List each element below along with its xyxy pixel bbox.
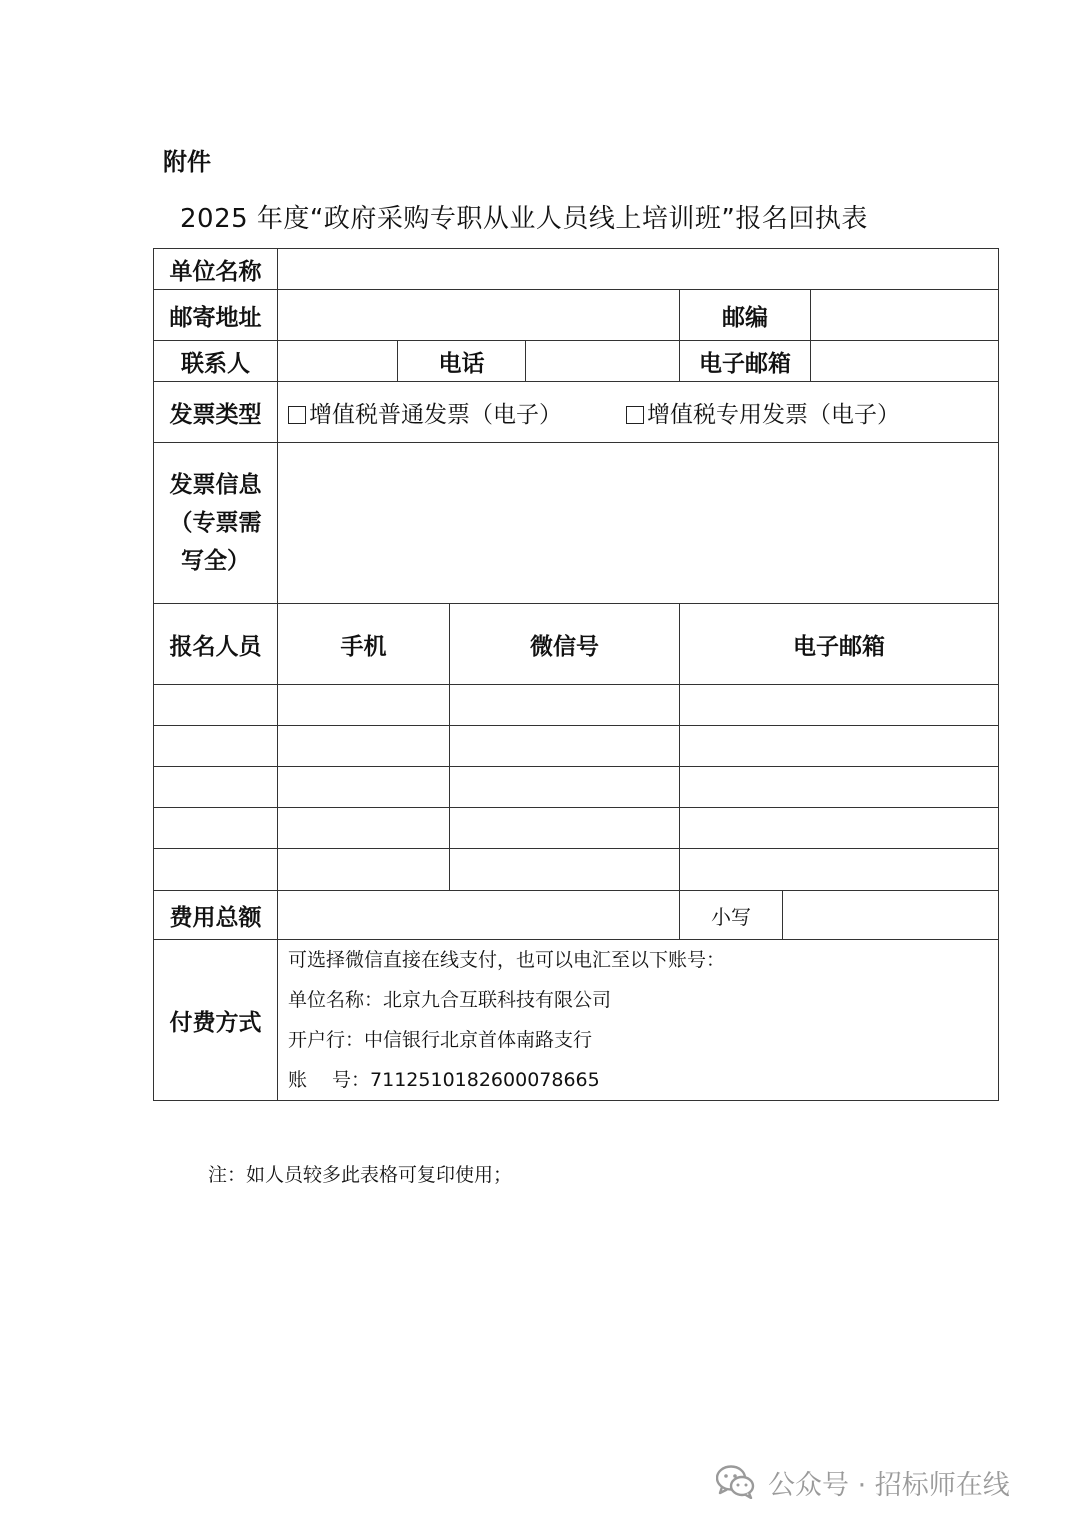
lowercase-label: 小写 xyxy=(680,891,783,940)
attendee-wechat-cell[interactable] xyxy=(450,849,680,891)
attendee-wechat-cell[interactable] xyxy=(450,808,680,849)
payment-line: 账 号：7112510182600078665 xyxy=(288,1069,600,1091)
attendee-wechat-cell[interactable] xyxy=(450,726,680,767)
email-label: 电子邮箱 xyxy=(680,341,811,382)
invoice-option-normal-label: 增值税普通发票（电子） xyxy=(309,401,562,428)
wechat-icon xyxy=(716,1465,756,1499)
attachment-label: 附件 xyxy=(163,148,211,176)
unit-name-label: 单位名称 xyxy=(154,249,278,290)
attendee-mobile-cell[interactable] xyxy=(278,685,450,726)
page-title: 2025 年度“政府采购专职从业人员线上培训班”报名回执表 xyxy=(180,204,868,234)
invoice-info-label xyxy=(154,443,278,604)
invoice-info-field[interactable] xyxy=(278,443,999,604)
attendee-mobile-cell[interactable] xyxy=(278,808,450,849)
invoice-info-line: （专票需 xyxy=(169,510,262,536)
invoice-option-special-label: 增值税专用发票（电子） xyxy=(647,401,900,428)
attendee-mobile-cell[interactable] xyxy=(278,726,450,767)
invoice-info-line: 发票信息 xyxy=(169,472,262,498)
lowercase-field[interactable] xyxy=(783,891,999,940)
table-row xyxy=(154,726,999,767)
invoice-type-options xyxy=(278,382,999,443)
attendee-mobile-cell[interactable] xyxy=(278,767,450,808)
payment-details xyxy=(278,940,999,1101)
row-unit-name xyxy=(154,249,999,290)
watermark xyxy=(716,1460,1010,1504)
attendee-name-cell[interactable] xyxy=(154,685,278,726)
footnote: 注：如人员较多此表格可复印使用； xyxy=(208,1164,513,1186)
invoice-type-label: 发票类型 xyxy=(154,382,278,443)
row-invoice-info xyxy=(154,443,999,604)
row-total xyxy=(154,891,999,940)
attendee-name-cell[interactable] xyxy=(154,767,278,808)
row-invoice-type xyxy=(154,382,999,443)
payment-line: 单位名称：北京九合互联科技有限公司 xyxy=(288,989,612,1011)
attendee-name-cell[interactable] xyxy=(154,726,278,767)
table-row xyxy=(154,808,999,849)
attendee-name-cell[interactable] xyxy=(154,808,278,849)
postcode-field[interactable] xyxy=(811,290,999,341)
contact-field[interactable] xyxy=(278,341,398,382)
attendee-name-cell[interactable] xyxy=(154,849,278,891)
phone-field[interactable] xyxy=(526,341,680,382)
payment-line: 可选择微信直接在线支付，也可以电汇至以下账号： xyxy=(288,949,726,971)
phone-label: 电话 xyxy=(398,341,526,382)
invoice-info-line: 写全） xyxy=(181,548,250,574)
checkbox-icon[interactable] xyxy=(288,406,306,424)
registration-form xyxy=(153,248,999,1101)
col-mobile-header: 手机 xyxy=(278,604,450,685)
payment-line: 开户行：中信银行北京首体南路支行 xyxy=(288,1029,593,1051)
invoice-option-normal[interactable] xyxy=(288,396,562,429)
email-field[interactable] xyxy=(811,341,999,382)
attendees-label: 报名人员 xyxy=(154,604,278,685)
address-field[interactable] xyxy=(278,290,680,341)
attendee-wechat-cell[interactable] xyxy=(450,685,680,726)
postcode-label: 邮编 xyxy=(680,290,811,341)
row-attendees-header xyxy=(154,604,999,685)
attendee-email-cell[interactable] xyxy=(680,849,999,891)
table-row xyxy=(154,767,999,808)
address-label: 邮寄地址 xyxy=(154,290,278,341)
attendee-email-cell[interactable] xyxy=(680,767,999,808)
attendee-email-cell[interactable] xyxy=(680,685,999,726)
attendee-email-cell[interactable] xyxy=(680,726,999,767)
col-email-header: 电子邮箱 xyxy=(680,604,999,685)
invoice-option-special[interactable] xyxy=(626,396,900,429)
attendee-email-cell[interactable] xyxy=(680,808,999,849)
table-row xyxy=(154,849,999,891)
checkbox-icon[interactable] xyxy=(626,406,644,424)
payment-label: 付费方式 xyxy=(154,940,278,1101)
watermark-text: 公众号 · 招标师在线 xyxy=(768,1469,1010,1501)
col-wechat-header: 微信号 xyxy=(450,604,680,685)
row-address xyxy=(154,290,999,341)
total-field[interactable] xyxy=(278,891,680,940)
attendee-wechat-cell[interactable] xyxy=(450,767,680,808)
row-contact xyxy=(154,341,999,382)
contact-label: 联系人 xyxy=(154,341,278,382)
total-label: 费用总额 xyxy=(154,891,278,940)
attendee-mobile-cell[interactable] xyxy=(278,849,450,891)
table-row xyxy=(154,685,999,726)
unit-name-field[interactable] xyxy=(278,249,999,290)
row-payment xyxy=(154,940,999,1101)
